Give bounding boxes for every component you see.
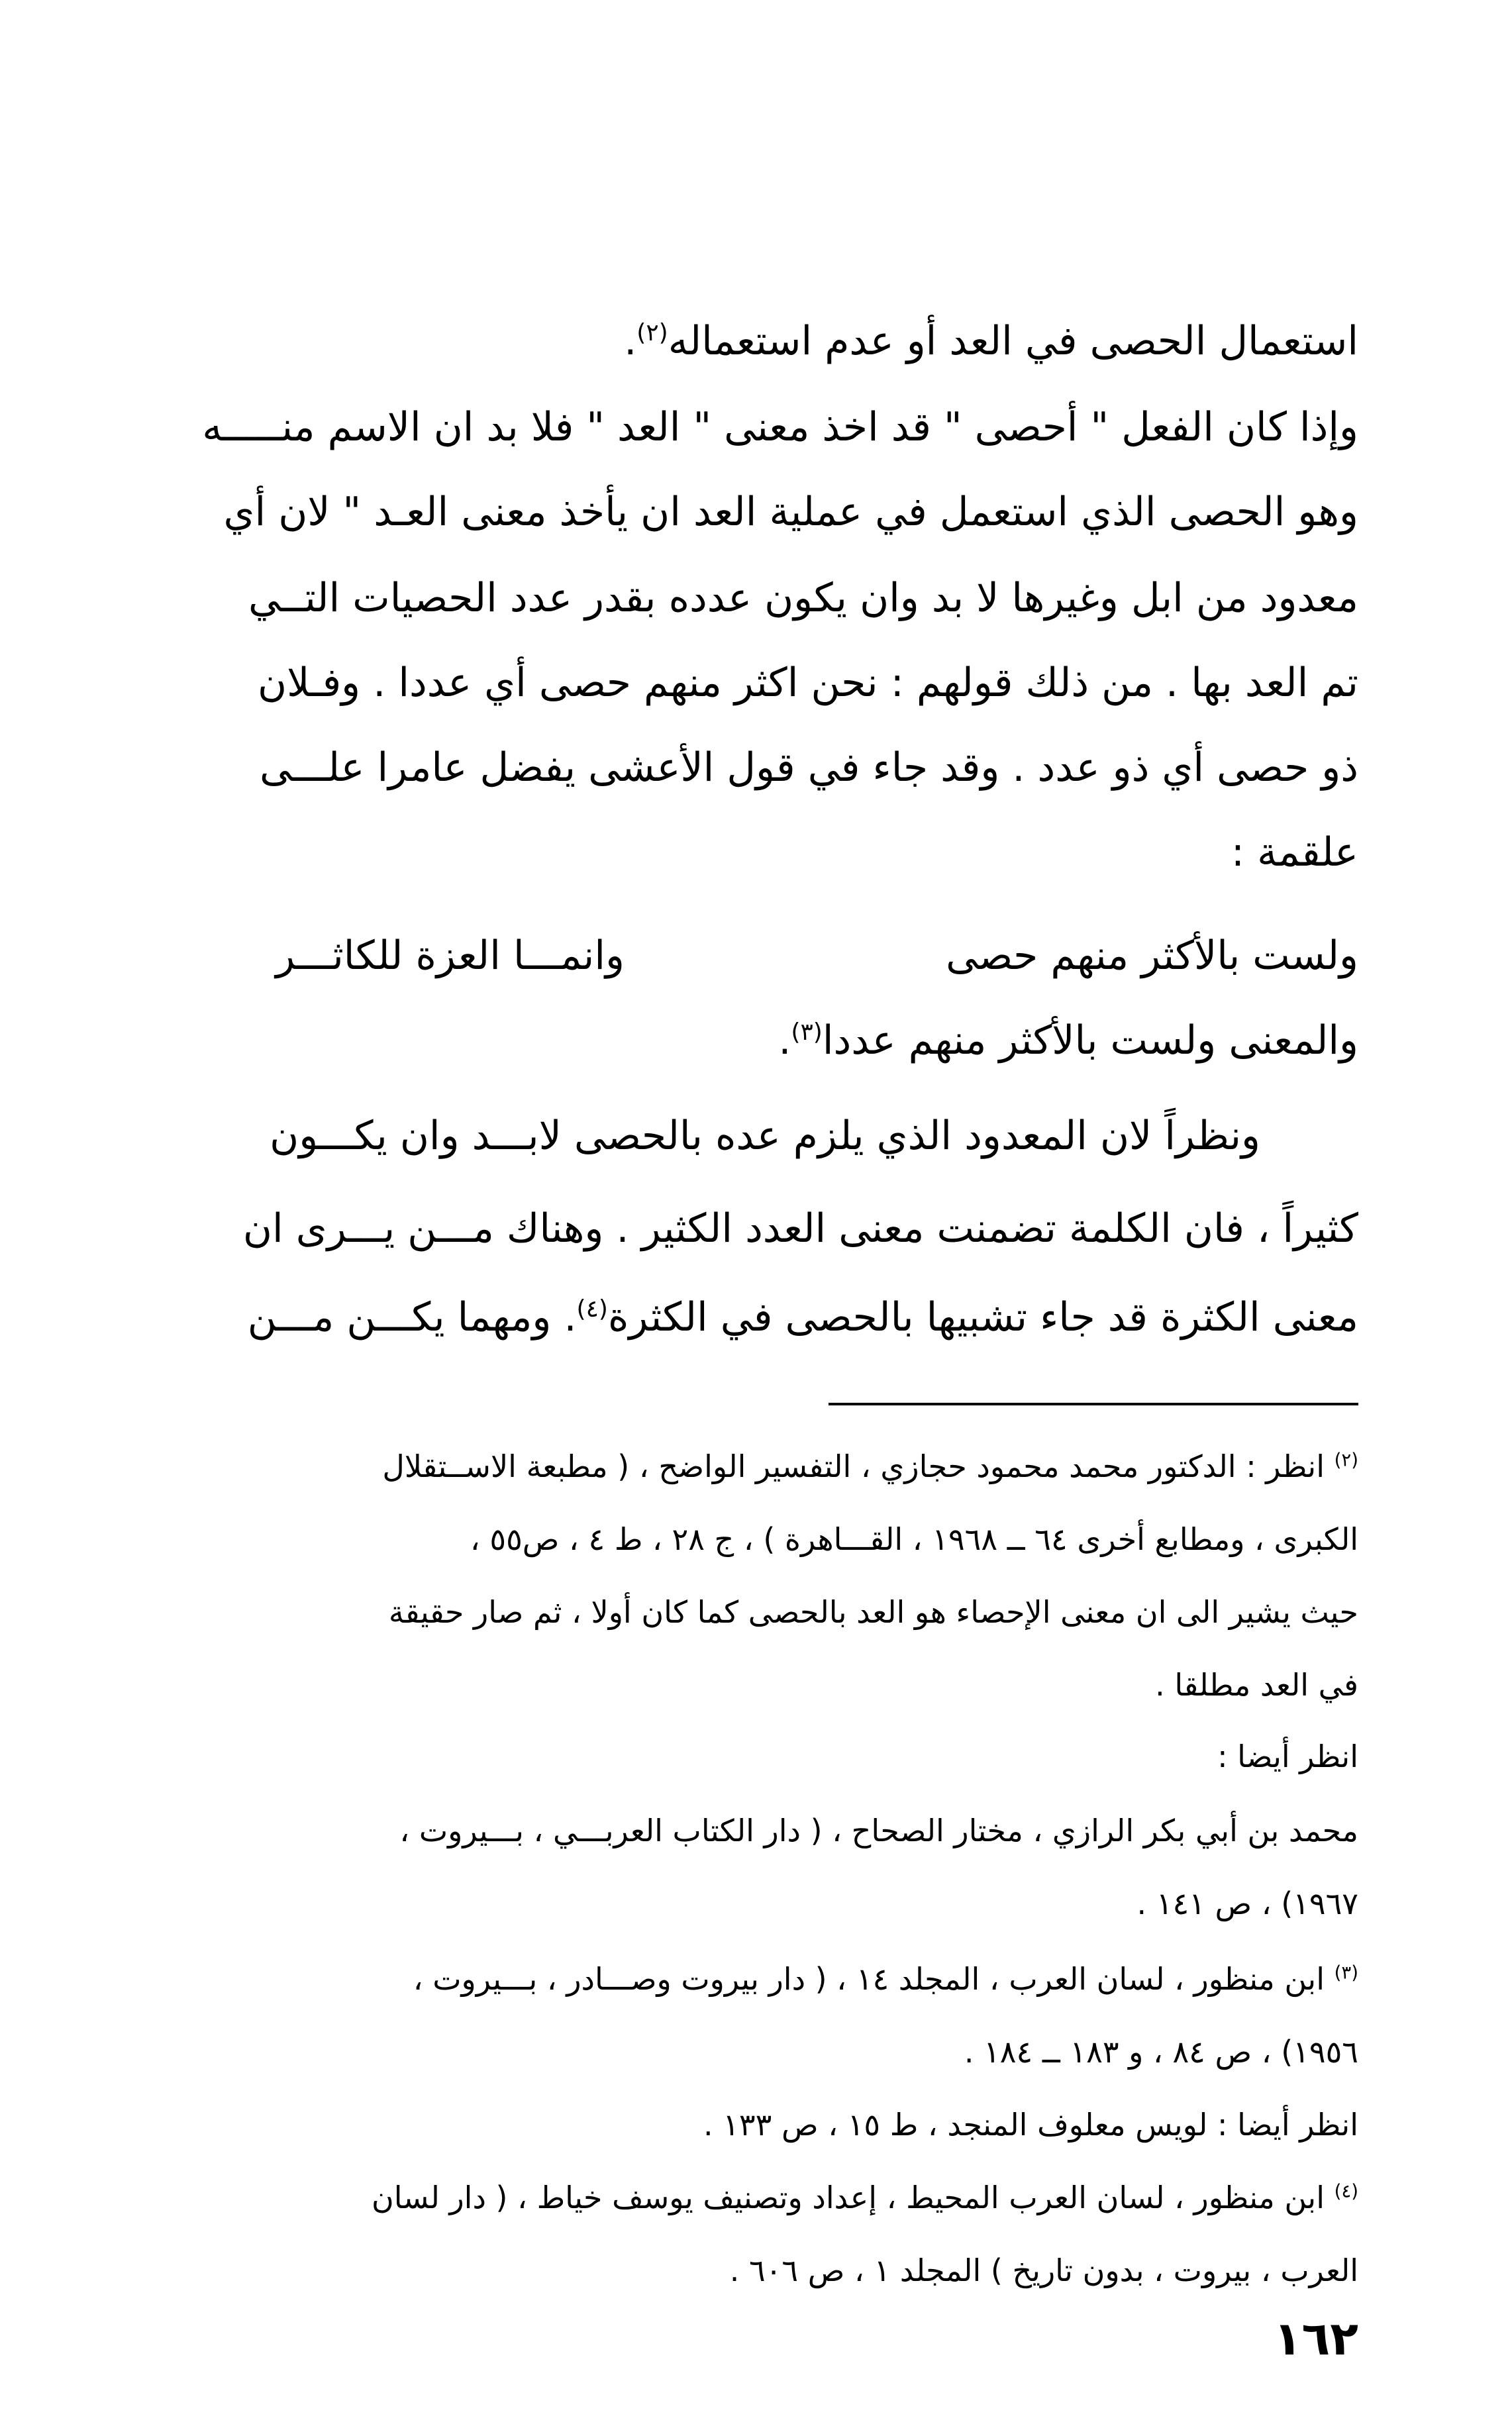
body-text: . ومهما يكـــن مـــن: [247, 1294, 577, 1341]
footnote-line: انظر أيضا :: [1217, 1739, 1358, 1774]
punct: .: [778, 1017, 791, 1064]
body-line: [176, 1281, 1358, 1354]
footnote-line: انظر أيضا : لويس معلوف المنجد ، ط ١٥ ، ص ١٣٣ .: [703, 2107, 1358, 2143]
footnote-mark: (٤): [1334, 2180, 1358, 2202]
footnote-ref: (٢): [636, 319, 668, 346]
body-text: معنى الكثرة قد جاء تشبيها بالحصى في الكثرة: [607, 1294, 1358, 1341]
footnote-line: ١٩٥٦) ، ص ٨٤ ، و ١٨٣ ــ ١٨٤ .: [964, 2034, 1358, 2070]
verse-left-hemistich: وانمـــا العزة للكاثـــر: [276, 933, 625, 979]
body-text: والمعنى ولست بالأكثر منهم عددا: [822, 1017, 1358, 1064]
footnote-mark: (٢): [1334, 1448, 1358, 1471]
footnote-line: في العد مطلقا .: [1155, 1667, 1358, 1703]
body-line: ونظراً لان المعدود الذي يلزم عده بالحصى لابـــد وان يكـــون: [270, 1113, 1260, 1159]
punct: .: [624, 318, 637, 364]
body-line: كثيراً ، فان الكلمة تضمنت معنى العدد الكثير . وهناك مـــن يـــرى ان: [242, 1205, 1358, 1252]
page-number: ١٦٢: [1273, 2311, 1358, 2366]
footnote-line: العرب ، بيروت ، بدون تاريخ ) المجلد ١ ، ص ٦٠٦ .: [729, 2253, 1358, 2288]
body-line: [176, 305, 1358, 378]
footnote-text: ابن منظور ، لسان العرب ، المجلد ١٤ ، ( دار بيروت وصـــادر ، بـــيروت ،: [413, 1961, 1325, 1997]
footnote-mark: (٣): [1334, 1961, 1358, 1984]
footnote-text: ابن منظور ، لسان العرب المحيط ، إعداد وتصنيف يوسف خياط ، ( دار لسان: [371, 2180, 1325, 2215]
body-text: استعمال الحصى في العد أو عدم استعماله: [668, 318, 1358, 364]
footnote-line: [176, 1950, 1358, 2008]
footnote-text: انظر : الدكتور محمد محمود حجازي ، التفسير الواضح ، ( مطبعة الاســتقلال: [382, 1448, 1325, 1484]
verse-right-hemistich: ولست بالأكثر منهم حصى: [946, 933, 1358, 979]
body-line: علقمة :: [1231, 829, 1358, 876]
footnote-line: حيث يشير الى ان معنى الإحصاء هو العد بالحصى كما كان أولا ، ثم صار حقيقة: [388, 1594, 1358, 1630]
body-line: وإذا كان الفعل " أحصى " قد اخذ معنى " العد " فلا بد ان الاسم منـــــه: [202, 404, 1358, 450]
body-line: [176, 1004, 1358, 1077]
footnote-line: ١٩٦٧) ، ص ١٤١ .: [1136, 1886, 1358, 1921]
footnote-ref: (٣): [791, 1019, 823, 1046]
footnote-separator: [829, 1403, 1358, 1405]
footnote-line: محمد بن أبي بكر الرازي ، مختار الصحاح ، ( دار الكتاب العربـــي ، بـــيروت ،: [399, 1813, 1358, 1848]
body-line: تم العد بها . من ذلك قولهم : نحن اكثر منهم حصى أي عددا . وفـلان: [258, 660, 1358, 706]
body-line: معدود من ابل وغيرها لا بد وان يكون عدده بقدر عدد الحصيات التــي: [248, 575, 1358, 621]
footnote-line: [176, 2168, 1358, 2227]
body-line: وهو الحصى الذي استعمل في عملية العد ان يأخذ معنى العـد " لان أي: [223, 489, 1358, 535]
body-line: ذو حصى أي ذو عدد . وقد جاء في قول الأعشى يفضل عامرا علـــى: [259, 744, 1358, 791]
footnote-line: [176, 1437, 1358, 1495]
footnote-ref: (٤): [576, 1295, 608, 1323]
footnote-line: الكبرى ، ومطابع أخرى ٦٤ ــ ١٩٦٨ ، القـــاهرة ) ، ج ٢٨ ، ط ٤ ، ص٥٥ ،: [470, 1521, 1358, 1557]
